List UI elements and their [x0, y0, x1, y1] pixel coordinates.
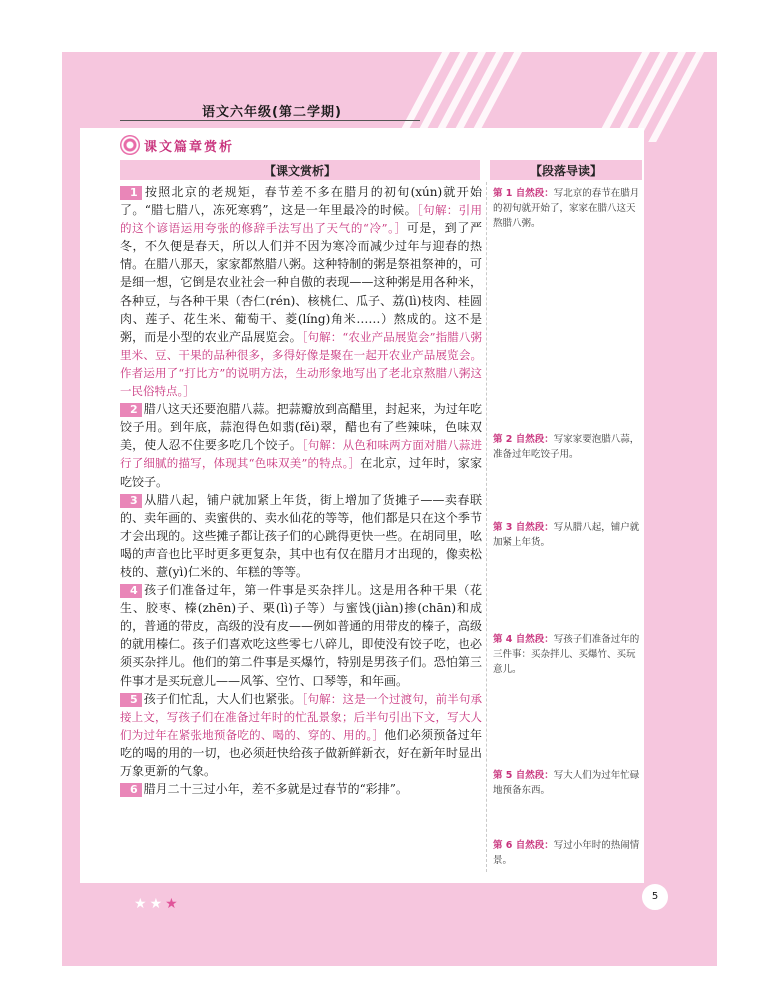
page-number: 5: [640, 882, 670, 912]
paragraph-number: 2: [120, 403, 142, 417]
paragraph-text: 孩子们忙乱，大人们也紧张。: [143, 691, 302, 706]
guide-note-6: [493, 838, 643, 868]
guide-note-4: [493, 632, 643, 677]
sentence-note: ［句解：引用的这个谚语运用夸张的修辞手法写出了天气的“冷”。］: [120, 203, 482, 236]
paragraph-number: 4: [120, 584, 142, 598]
paragraph-number: 1: [120, 186, 142, 200]
guide-text: 写从腊八起，铺户就加紧上年货。: [493, 522, 640, 548]
guide-text: 写孩子们准备过年的三件事：买杂拌儿、买爆竹、买玩意儿。: [493, 634, 640, 675]
star-icon: ★: [165, 896, 181, 912]
paragraph-6: [120, 780, 482, 798]
paragraph-number: 6: [120, 783, 142, 797]
guide-text: 写过小年时的热闹情景。: [493, 840, 640, 866]
paragraph-text: 腊八这天还要泡腊八蒜。把蒜瓣放到高醋里，封起来，为过年吃饺子用。到年底，蒜泡得色如翡(fěi)翠，醋也有了些辣味，色味双美，使人忍不住要多吃几个饺子。: [120, 402, 482, 453]
section-title: 课文篇章赏析: [144, 139, 235, 155]
guide-text: 写家家要泡腊八蒜，准备过年吃饺子用。: [493, 434, 640, 460]
column-divider: [486, 182, 488, 872]
guide-note-3: [493, 520, 643, 550]
guide-label: 第 4 自然段：: [493, 634, 554, 645]
star-icon: ★: [134, 896, 150, 912]
guide-note-2: [493, 432, 643, 462]
column-header-guide: 【段落导读】: [490, 160, 642, 180]
page-header-title: 语文六年级(第二学期): [202, 105, 342, 120]
guide-label: 第 3 自然段：: [493, 522, 554, 533]
star-rating: [134, 896, 181, 912]
paragraph-4: [120, 581, 482, 690]
paragraph-text: 按照北京的老规矩，春节差不多在腊月的初旬(xún)就开始了。“腊七腊八，冻死寒鸦”，这是一年里最冷的时候。: [120, 185, 482, 218]
guide-text: 写北京的春节在腊月的初旬就开始了，家家在腊八这天熬腊八粥。: [493, 188, 640, 229]
star-icon: ★: [149, 896, 166, 912]
paragraph-5: [120, 690, 482, 780]
flower-icon: [120, 135, 140, 155]
section-badge: [120, 134, 234, 156]
paragraph-number: 5: [120, 693, 142, 707]
paragraph-text: 孩子们准备过年，第一件事是买杂拌儿。这是用各种干果（花生、胶枣、榛(zhēn)子、栗(lì)子等）与蜜饯(jiàn)掺(chān)和成的，普通的带皮，高级的没有皮——例如普通的用带皮的榛子，高级的就用榛仁。孩子们喜欢吃这些零七八碎儿，即使没有饺子吃，也必须买杂拌儿。他们的第二件事是买爆竹，特别是男孩子们。恐怕第三件事才是买玩意儿——风筝、空竹、口琴等，和年画。: [120, 583, 482, 688]
header-rule: [120, 120, 420, 121]
sentence-note: ［句解：这是一个过渡句，前半句承接上文，写孩子们在准备过年时的忙乱景象；后半句引出下文，写大人们为过年在紧张地预备吃的、喝的、穿的、用的。］: [120, 691, 482, 742]
paragraph-3: [120, 491, 482, 581]
guide-note-5: [493, 768, 643, 798]
sentence-note: ［句解：“农业产品展览会”指腊八粥里米、豆、干果的品种很多，多得好像是聚在一起开农业产品展览会。作者运用了“打比方”的说明方法，生动形象地写出了老北京熬腊八粥这一民俗特点。］: [120, 329, 482, 399]
sentence-note: ［句解：从色和味两方面对腊八蒜进行了细腻的描写，体现其“色味双美”的特点。］: [120, 438, 482, 471]
paragraph-text: 腊月二十三过小年，差不多就是过春节的“彩排”。: [143, 782, 408, 797]
guide-note-1: [493, 186, 643, 231]
main-text: [120, 183, 482, 798]
paragraph-1: [120, 183, 482, 400]
column-header-analysis: 【课文赏析】: [120, 160, 480, 180]
paragraph-text: 从腊八起，铺户就加紧上年货，街上增加了货摊子——卖春联的、卖年画的、卖蜜供的、卖水仙花的等等，他们都是只在这个季节才会出现的。这些摊子都让孩子们的心跳得更快一些。在胡同里，吆喝的声音也比平时更多更复杂，其中也有仅在腊月才出现的，像卖松枝的、薏(yì)仁米的、年糕的等等。: [120, 492, 482, 579]
guide-label: 第 2 自然段：: [493, 434, 554, 445]
paragraph-text: 可是，到了严冬，不久便是春天，所以人们并不因为寒冷而减少过年与迎春的热情。在腊八那天，家家都熬腊八粥。这种特制的粥是祭祖祭神的，可是细一想，它倒是农业社会一种自傲的表现——这种粥是用各种米，各种豆，与各种干果（杏仁(rén)、核桃仁、瓜子、荔(lì)枝肉、桂圆肉、莲子、花生米、葡萄干、菱(líng)角米……）熬成的。这不是粥，而是小型的农业产品展览会。: [120, 221, 482, 344]
paragraph-text: 他们必须预备过年吃的喝的用的一切，也必须赶快给孩子做新鲜新衣，好在新年时显出万象更新的气象。: [120, 727, 482, 778]
guide-label: 第 1 自然段：: [493, 188, 554, 199]
guide-text: 写大人们为过年忙碌地预备东西。: [493, 770, 640, 796]
paragraph-text: 在北京，过年时，家家吃饺子。: [120, 456, 482, 489]
paragraph-2: [120, 400, 482, 490]
paragraph-number: 3: [120, 494, 142, 508]
guide-label: 第 5 自然段：: [493, 770, 554, 781]
guide-label: 第 6 自然段：: [493, 840, 554, 851]
